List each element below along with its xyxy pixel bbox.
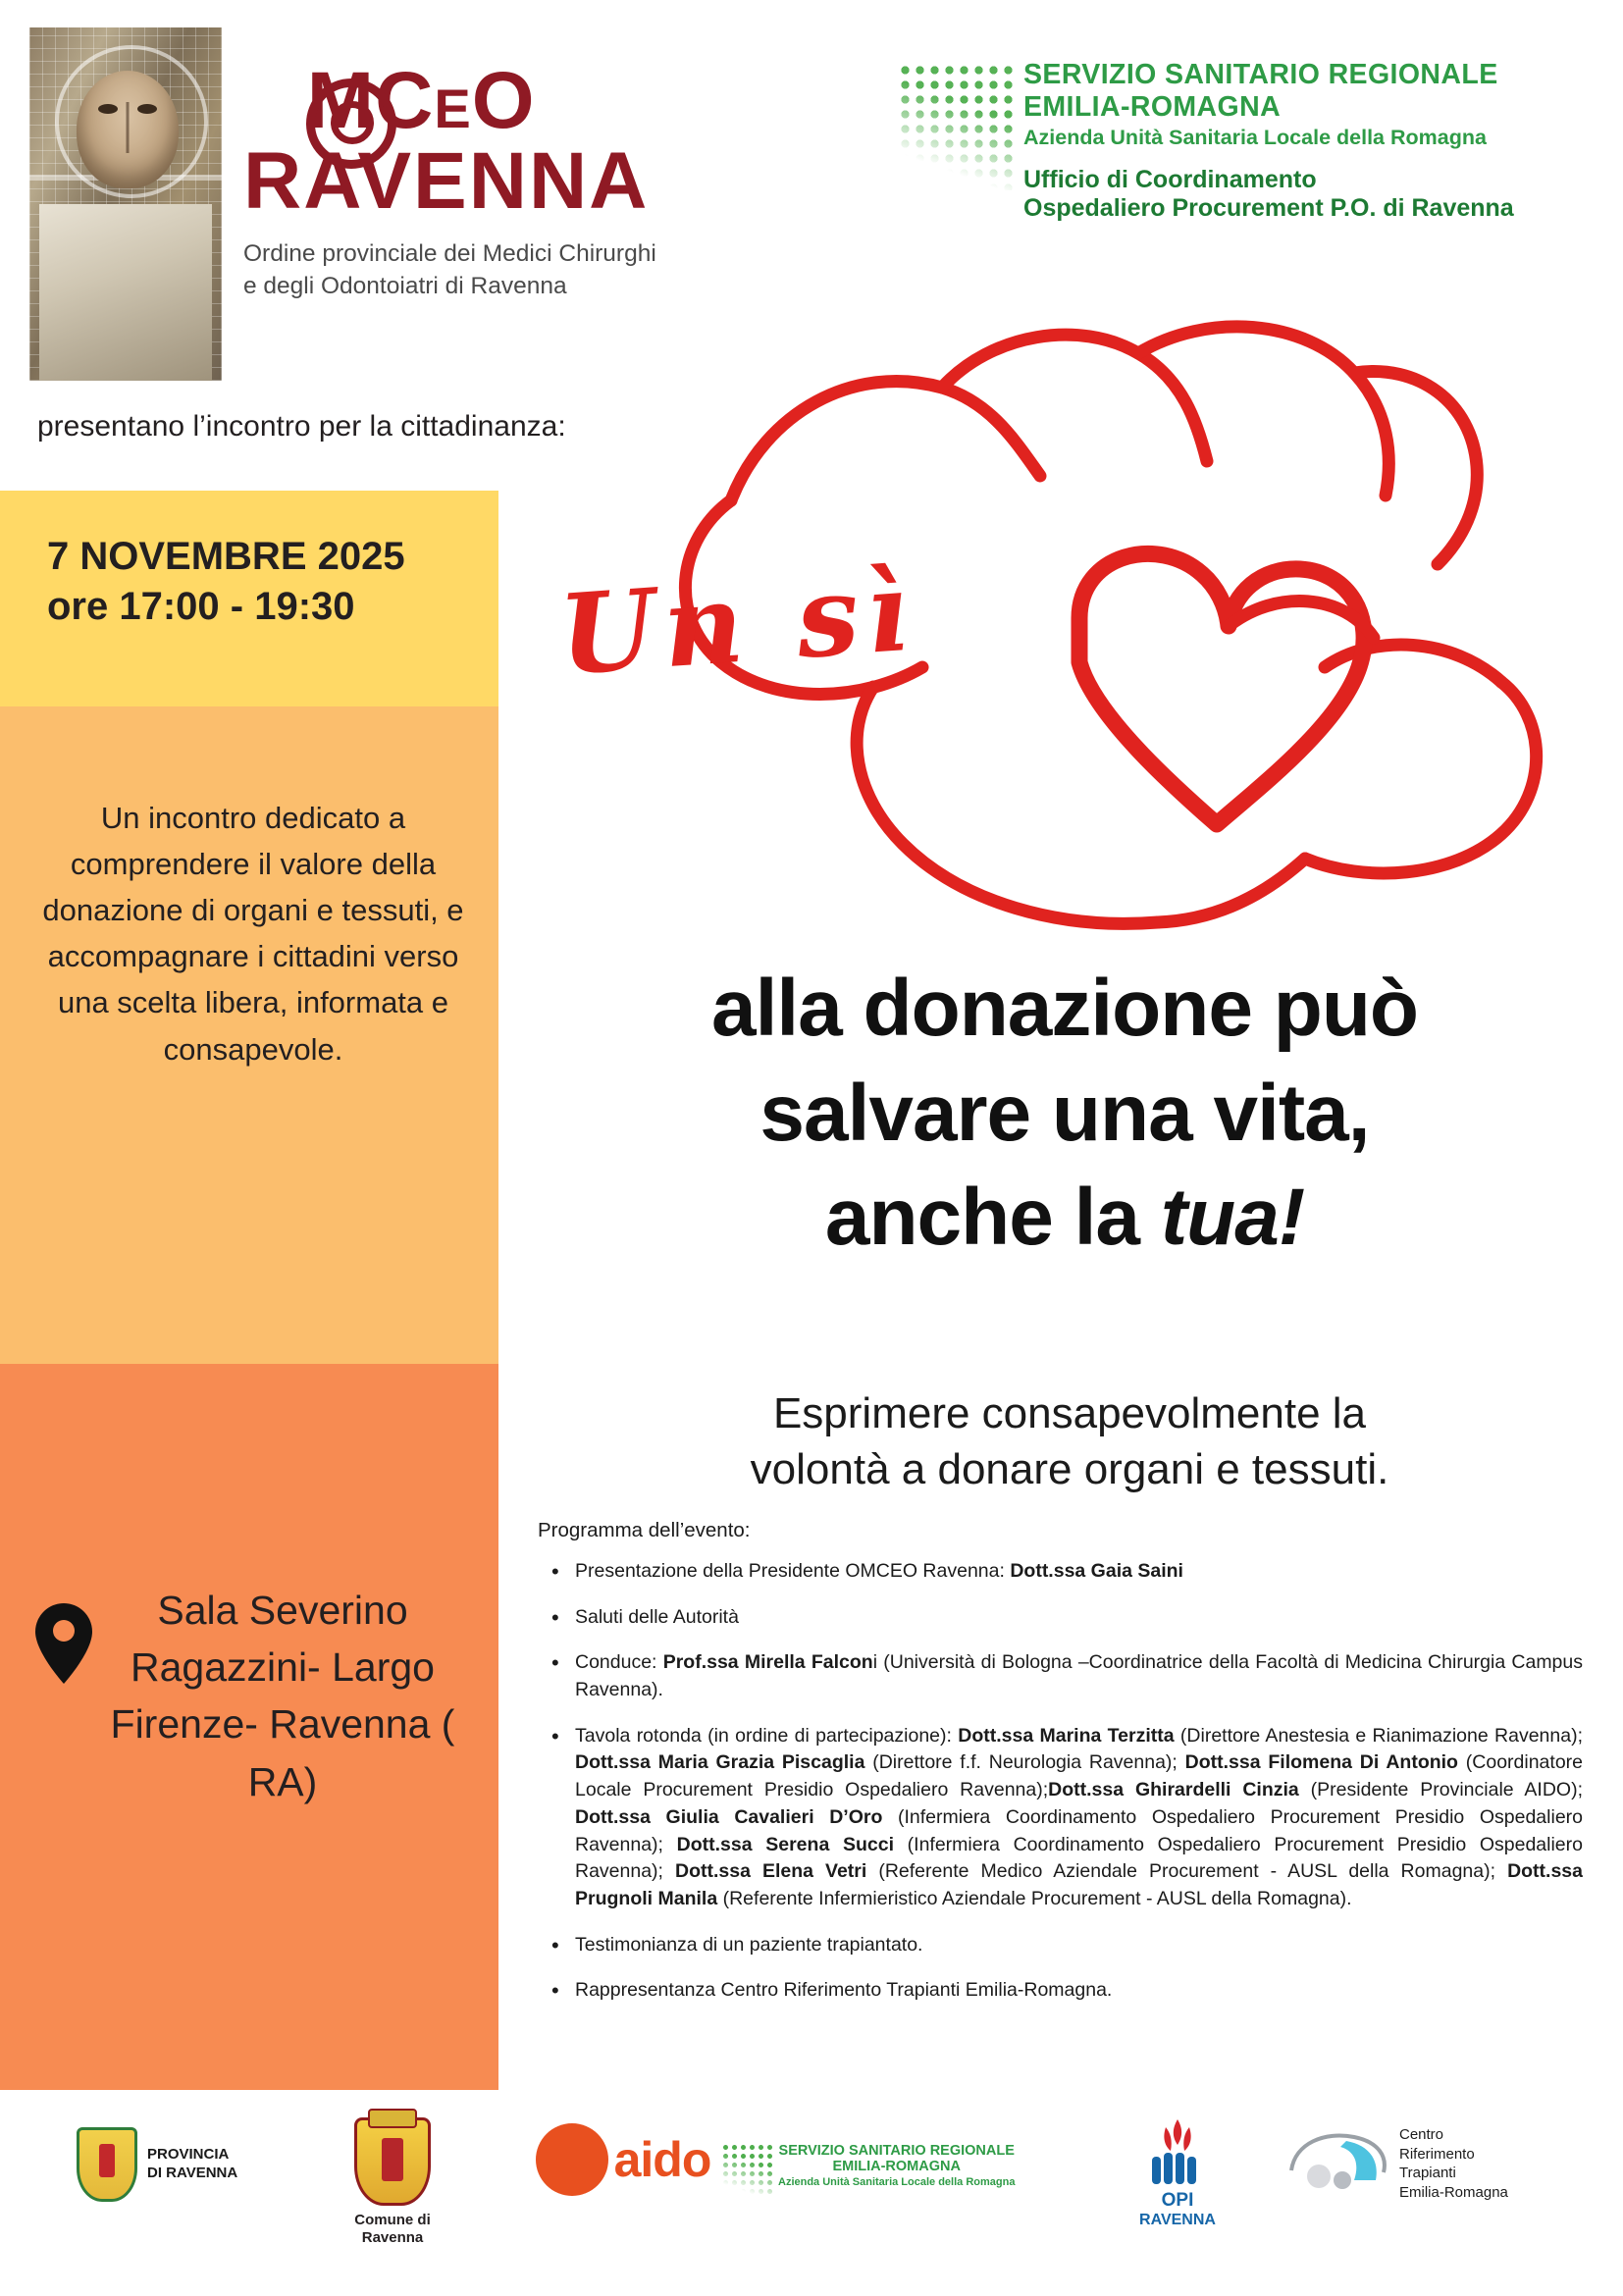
ssr-footer-line3: Azienda Unità Sanitaria Locale della Romagna	[778, 2176, 1016, 2188]
comune-line2: Ravenna	[361, 2229, 424, 2246]
logo-comune-ravenna	[294, 2117, 491, 2247]
ssr-line5: Ospedaliero Procurement P.O. di Ravenna	[1023, 194, 1514, 222]
program-list-item	[538, 1558, 1583, 1586]
headline-line1: alla donazione può	[710, 964, 1419, 1053]
omceo-circle-icon	[306, 78, 396, 169]
provincia-line1: PROVINCIA	[147, 2146, 230, 2164]
opi-flame-hand-icon	[1138, 2117, 1217, 2188]
crt-swoosh-icon	[1285, 2125, 1393, 2202]
footer-logos	[0, 2110, 1623, 2296]
omceo-wordmark-mc: MC	[306, 56, 435, 145]
omceo-wordmark-group	[243, 27, 656, 302]
program-title: Programma dell’evento:	[538, 1519, 751, 1541]
crt-line3: Trapianti	[1399, 2165, 1456, 2181]
program-text: Presentazione della Presidente OMCEO Ravenna:	[575, 1560, 1011, 1582]
venue-address: Sala Severino Ragazzini- Largo Firenze- Ravenna ( RA)	[110, 1588, 455, 1804]
opi-line2: RAVENNA	[1139, 2212, 1216, 2228]
hero-headline	[530, 957, 1599, 1271]
ssr-line3: Azienda Unità Sanitaria Locale della Romagna	[1023, 126, 1487, 149]
program-speaker-name: Dott.ssa Gaia Saini	[1010, 1560, 1183, 1582]
program-list-item	[538, 1932, 1583, 1959]
provincia-line2: DI RAVENNA	[147, 2165, 238, 2181]
program-list-item	[538, 1723, 1583, 1913]
provincia-shield-icon	[77, 2127, 137, 2202]
hero-subheadline	[550, 1385, 1590, 1497]
omceo-wordmark-e: E	[434, 78, 472, 139]
program-text: (Infermiera Coordinamento Ospedaliero Procurement Presidio Ospedaliero Ravenna);	[575, 1833, 1583, 1883]
omceo-subtitle-line1: Ordine provinciale dei Medici Chirurghi	[243, 240, 656, 268]
mosaic-portrait-icon	[29, 27, 222, 381]
program-text: (Infermiera Coordinamento Ospedaliero Procurement Presidio Ospedaliero Ravenna);	[575, 1805, 1583, 1855]
program-text: (Coordinatore Locale Procurement Presidio Ospedaliero Ravenna);	[575, 1751, 1584, 1801]
subheadline-line2: volontà a donare organi e tessuti.	[750, 1445, 1389, 1494]
program-speaker-name: Prof.ssa Mirella Falcon	[662, 1651, 873, 1674]
ssr-line4: Ufficio di Coordinamento	[1023, 166, 1317, 193]
venue-band	[0, 1364, 498, 2090]
headline-line3	[530, 1166, 1599, 1271]
comune-crest-icon	[354, 2117, 431, 2206]
program-speaker-name: Dott.ssa Maria Grazia Piscaglia	[575, 1751, 865, 1774]
logo-crt-emilia-romagna	[1285, 2125, 1580, 2202]
program-list	[538, 1558, 1583, 2005]
hero-script-text: Un sì	[554, 547, 920, 701]
program-text: Saluti delle Autorità	[575, 1605, 739, 1628]
crt-line2: Riferimento	[1399, 2145, 1475, 2163]
date-band	[0, 491, 498, 706]
logo-opi-ravenna	[1084, 2117, 1271, 2229]
ssr-logo	[898, 59, 1585, 223]
program-speaker-name: Dott.ssa Ghirardelli Cinzia	[1048, 1779, 1299, 1801]
ssr-footer-line1: SERVIZIO SANITARIO REGIONALE	[778, 2143, 1015, 2159]
program-section	[538, 1519, 1583, 2023]
ssr-footer-dot-matrix-icon	[721, 2143, 772, 2198]
logo-provincia-ravenna	[77, 2127, 283, 2202]
omceo-wordmark-ravenna: RAVENNA	[243, 135, 650, 226]
program-speaker-name: Dott.ssa Prugnoli Manila	[575, 1860, 1583, 1909]
omceo-subtitle	[243, 237, 656, 302]
program-speaker-name: Dott.ssa Elena Vetri	[675, 1860, 867, 1883]
ssr-footer-line2: EMILIA-ROMAGNA	[832, 2159, 961, 2174]
logo-ssr-footer	[721, 2143, 1035, 2198]
location-pin-icon	[35, 1603, 92, 1684]
program-speaker-name: Dott.ssa Serena Succi	[676, 1833, 894, 1855]
omceo-wordmark	[243, 56, 656, 145]
program-text: Tavola rotonda (in ordine di partecipazione):	[575, 1724, 959, 1747]
subheadline-line1: Esprimere consapevolmente la	[772, 1389, 1367, 1437]
program-list-item	[538, 1649, 1583, 1703]
program-list-item	[538, 1977, 1583, 2005]
event-description: Un incontro dedicato a comprendere il valore della donazione di organi e tessuti, e accompagnare i cittadini verso una scelta libera, informata e consapevole.	[42, 801, 464, 1067]
program-speaker-name: Dott.ssa Giulia Cavalieri D’Oro	[575, 1805, 883, 1828]
opi-line1: OPI	[1161, 2190, 1194, 2211]
program-text: (Presidente Provinciale AIDO);	[1298, 1779, 1583, 1801]
program-speaker-name: Dott.ssa Marina Terzitta	[958, 1724, 1175, 1747]
ssr-dot-matrix-icon	[898, 63, 1016, 190]
program-text: Testimonianza di un paziente trapiantato.	[575, 1933, 923, 1956]
aido-wordmark: aido	[613, 2132, 711, 2187]
presentation-intro-text: presentano l’incontro per la cittadinanza:	[37, 410, 566, 443]
program-text: Conduce:	[575, 1651, 663, 1674]
program-text: (Direttore f.f. Neurologia Ravenna);	[864, 1751, 1185, 1774]
event-date-line1: 7 NOVEMBRE 2025	[47, 535, 405, 578]
ssr-line1: SERVIZIO SANITARIO REGIONALE	[1023, 59, 1498, 90]
crt-line4: Emilia-Romagna	[1399, 2183, 1508, 2201]
headline-line2: salvare una vita,	[759, 1068, 1370, 1158]
program-text: Rappresentanza Centro Riferimento Trapianti Emilia-Romagna.	[575, 1979, 1113, 2002]
aido-circle-icon	[536, 2123, 608, 2196]
headline-line3-b: tua!	[1160, 1173, 1305, 1263]
event-time-line: ore 17:00 - 19:30	[47, 585, 355, 629]
program-text: (Direttore Anestesia e Rianimazione Ravenna);	[1174, 1724, 1583, 1747]
ssr-line2: EMILIA-ROMAGNA	[1023, 91, 1282, 123]
headline-line3-a: anche la	[824, 1173, 1161, 1263]
event-date	[47, 532, 405, 632]
program-speaker-name: Dott.ssa Filomena Di Antonio	[1184, 1751, 1458, 1774]
program-text: (Referente Infermieristico Aziendale Procurement - AUSL della Romagna).	[717, 1887, 1352, 1909]
program-text: (Referente Medico Aziendale Procurement - AUSL della Romagna);	[866, 1860, 1508, 1883]
program-list-item	[538, 1604, 1583, 1632]
omceo-wordmark-o: O	[471, 56, 536, 145]
logo-aido	[510, 2123, 736, 2196]
omceo-subtitle-line2: e degli Odontoiatri di Ravenna	[243, 273, 567, 300]
comune-line1: Comune di	[354, 2212, 431, 2228]
program-text: i (Università di Bologna –Coordinatrice della Facoltà di Medicina Chirurgia Campus Ravenna).	[575, 1651, 1583, 1701]
description-band	[0, 706, 498, 1364]
crt-line1: Centro	[1399, 2126, 1444, 2143]
